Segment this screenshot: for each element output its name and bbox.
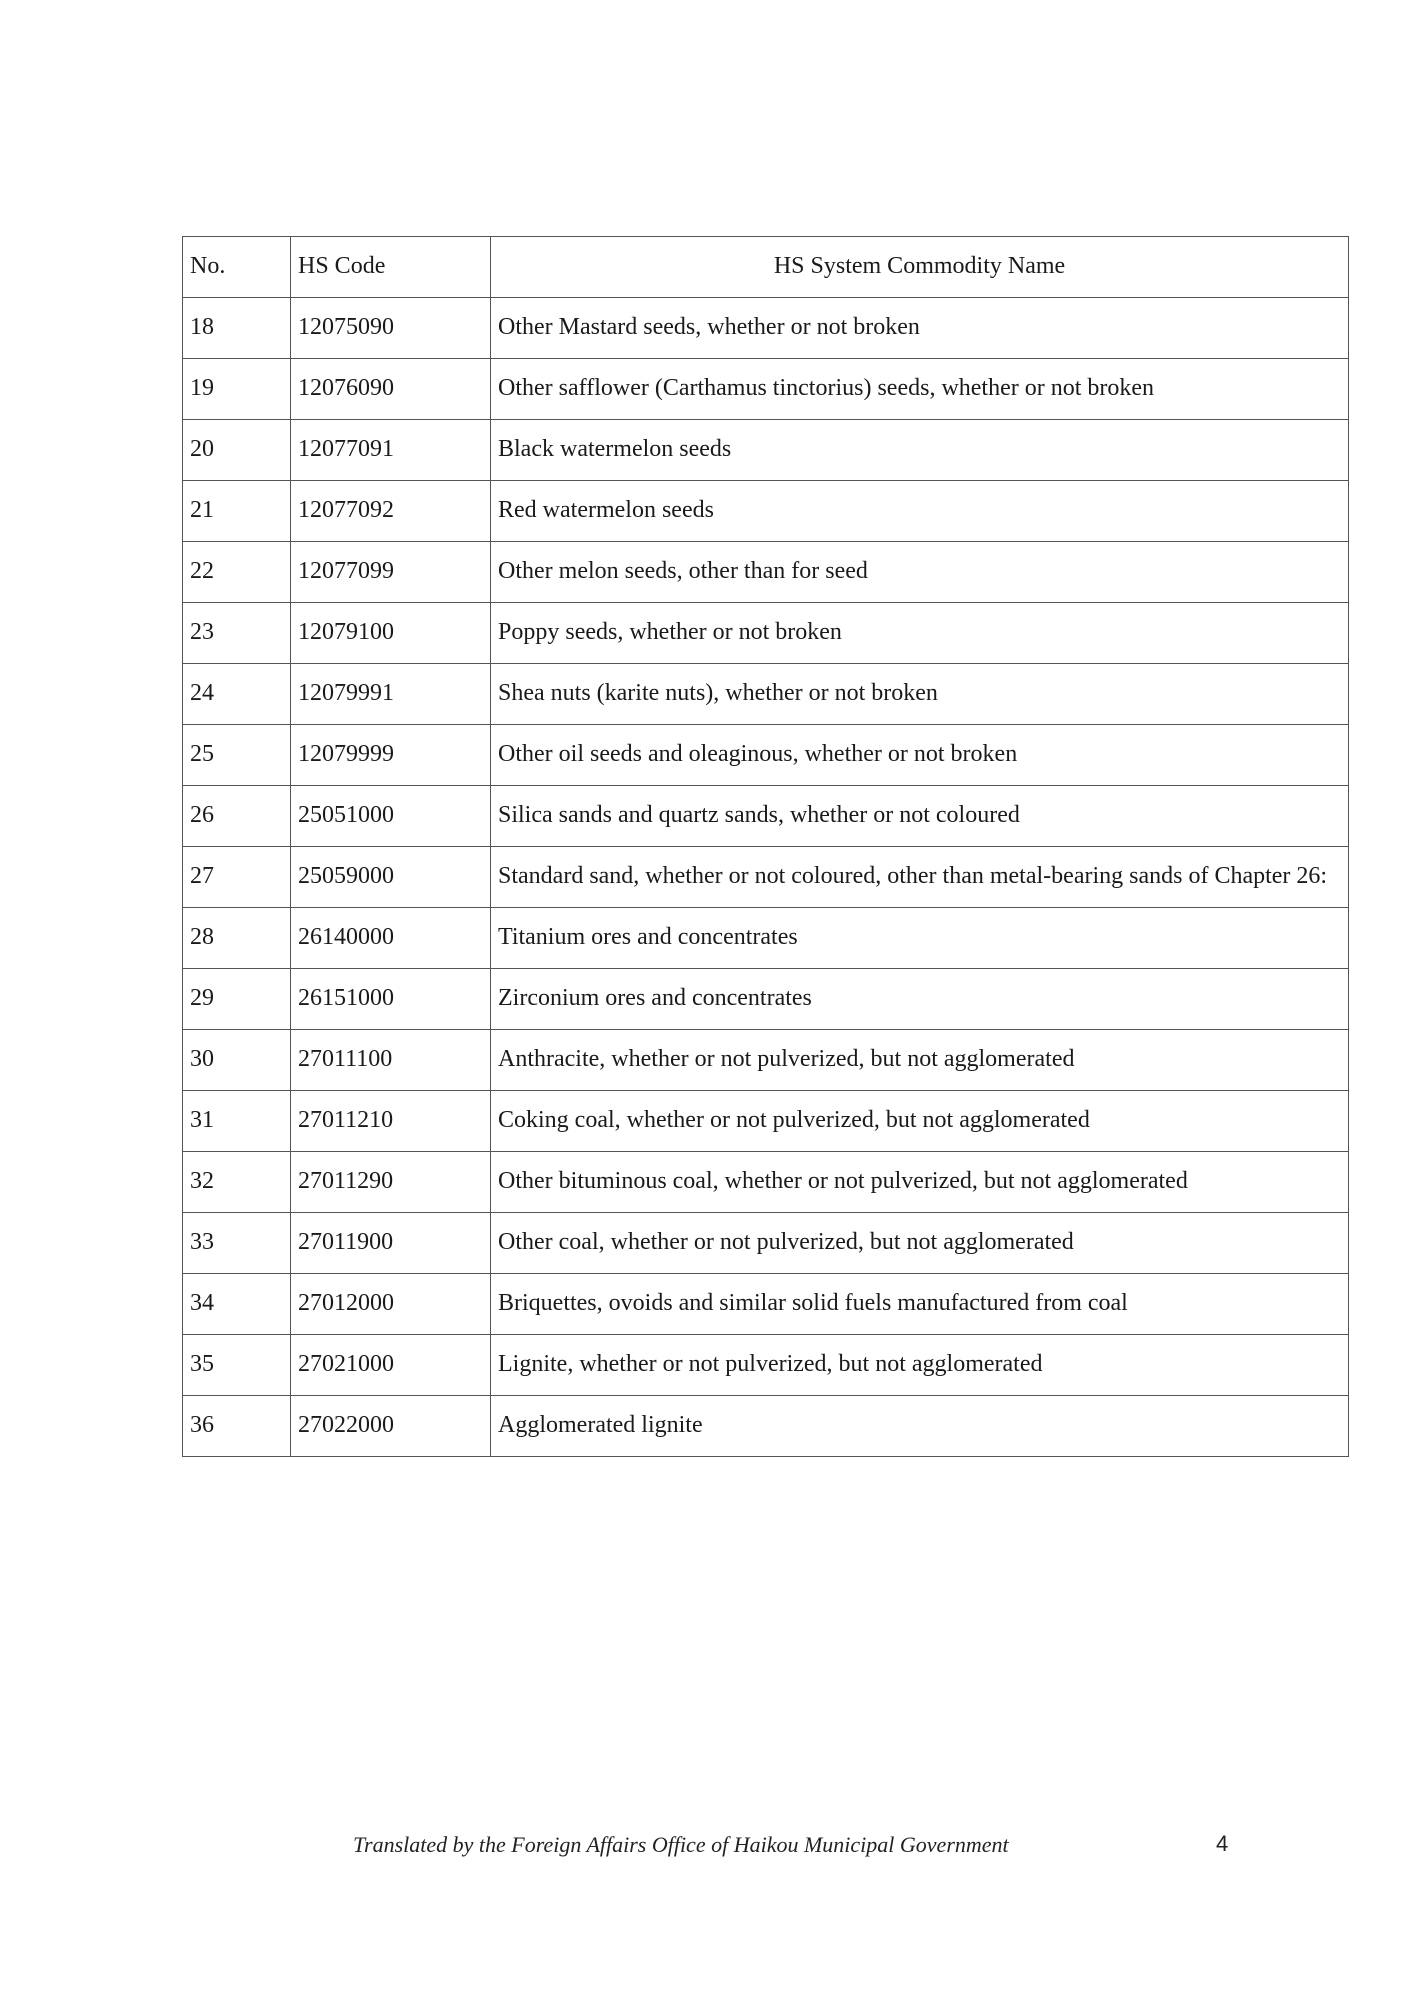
cell-no: 29 — [183, 969, 291, 1030]
table-row — [183, 786, 1349, 847]
cell-hs-code: 27022000 — [291, 1396, 491, 1457]
table-header — [183, 237, 1349, 298]
cell-commodity-name: Anthracite, whether or not pulverized, but not agglomerated — [491, 1030, 1349, 1091]
cell-no: 27 — [183, 847, 291, 908]
cell-hs-code: 27021000 — [291, 1335, 491, 1396]
cell-commodity-name: Lignite, whether or not pulverized, but not agglomerated — [491, 1335, 1349, 1396]
cell-no: 19 — [183, 359, 291, 420]
table-row — [183, 420, 1349, 481]
cell-commodity-name: Zirconium ores and concentrates — [491, 969, 1349, 1030]
cell-hs-code: 12076090 — [291, 359, 491, 420]
cell-commodity-name: Other melon seeds, other than for seed — [491, 542, 1349, 603]
cell-hs-code: 27011100 — [291, 1030, 491, 1091]
hs-commodity-table — [182, 236, 1349, 1457]
cell-hs-code: 25051000 — [291, 786, 491, 847]
cell-no: 35 — [183, 1335, 291, 1396]
cell-no: 20 — [183, 420, 291, 481]
cell-hs-code: 26140000 — [291, 908, 491, 969]
cell-commodity-name: Other Mastard seeds, whether or not broken — [491, 298, 1349, 359]
cell-no: 30 — [183, 1030, 291, 1091]
cell-commodity-name: Other coal, whether or not pulverized, but not agglomerated — [491, 1213, 1349, 1274]
cell-no: 36 — [183, 1396, 291, 1457]
table-row — [183, 664, 1349, 725]
cell-hs-code: 25059000 — [291, 847, 491, 908]
cell-hs-code: 27011210 — [291, 1091, 491, 1152]
cell-no: 34 — [183, 1274, 291, 1335]
cell-hs-code: 12077091 — [291, 420, 491, 481]
cell-commodity-name: Other bituminous coal, whether or not pulverized, but not agglomerated — [491, 1152, 1349, 1213]
table-body — [183, 298, 1349, 1457]
cell-no: 31 — [183, 1091, 291, 1152]
cell-no: 25 — [183, 725, 291, 786]
table-row — [183, 1091, 1349, 1152]
cell-commodity-name: Shea nuts (karite nuts), whether or not broken — [491, 664, 1349, 725]
cell-hs-code: 12075090 — [291, 298, 491, 359]
cell-no: 26 — [183, 786, 291, 847]
cell-commodity-name: Other oil seeds and oleaginous, whether or not broken — [491, 725, 1349, 786]
table-row — [183, 1152, 1349, 1213]
cell-commodity-name: Briquettes, ovoids and similar solid fuels manufactured from coal — [491, 1274, 1349, 1335]
cell-commodity-name: Poppy seeds, whether or not broken — [491, 603, 1349, 664]
cell-commodity-name: Silica sands and quartz sands, whether or not coloured — [491, 786, 1349, 847]
cell-no: 24 — [183, 664, 291, 725]
cell-hs-code: 26151000 — [291, 969, 491, 1030]
cell-hs-code: 27011900 — [291, 1213, 491, 1274]
table-row — [183, 1274, 1349, 1335]
page-number: 4 — [1216, 1831, 1229, 1856]
cell-no: 23 — [183, 603, 291, 664]
cell-commodity-name: Red watermelon seeds — [491, 481, 1349, 542]
table-row — [183, 298, 1349, 359]
cell-no: 33 — [183, 1213, 291, 1274]
table-row — [183, 1213, 1349, 1274]
cell-commodity-name: Black watermelon seeds — [491, 420, 1349, 481]
cell-commodity-name: Coking coal, whether or not pulverized, but not agglomerated — [491, 1091, 1349, 1152]
cell-commodity-name: Agglomerated lignite — [491, 1396, 1349, 1457]
table-row — [183, 969, 1349, 1030]
table-row — [183, 847, 1349, 908]
table-row — [183, 1030, 1349, 1091]
cell-hs-code: 27011290 — [291, 1152, 491, 1213]
table-row — [183, 542, 1349, 603]
cell-no: 32 — [183, 1152, 291, 1213]
cell-commodity-name: Other safflower (Carthamus tinctorius) seeds, whether or not broken — [491, 359, 1349, 420]
cell-hs-code: 27012000 — [291, 1274, 491, 1335]
cell-no: 21 — [183, 481, 291, 542]
table-header-row — [183, 237, 1349, 298]
cell-hs-code: 12079100 — [291, 603, 491, 664]
cell-hs-code: 12077092 — [291, 481, 491, 542]
header-hs-code: HS Code — [291, 237, 491, 298]
table-row — [183, 481, 1349, 542]
cell-no: 18 — [183, 298, 291, 359]
cell-hs-code: 12079991 — [291, 664, 491, 725]
cell-no: 28 — [183, 908, 291, 969]
table-row — [183, 1335, 1349, 1396]
table-row — [183, 1396, 1349, 1457]
table-row — [183, 725, 1349, 786]
header-commodity-name: HS System Commodity Name — [491, 237, 1349, 298]
cell-no: 22 — [183, 542, 291, 603]
cell-commodity-name: Standard sand, whether or not coloured, other than metal-bearing sands of Chapter 26: — [491, 847, 1349, 908]
cell-commodity-name: Titanium ores and concentrates — [491, 908, 1349, 969]
table-row — [183, 359, 1349, 420]
table-row — [183, 908, 1349, 969]
cell-hs-code: 12077099 — [291, 542, 491, 603]
footer-translation-credit: Translated by the Foreign Affairs Office of Haikou Municipal Government — [353, 1832, 1009, 1857]
table-row — [183, 603, 1349, 664]
header-no: No. — [183, 237, 291, 298]
cell-hs-code: 12079999 — [291, 725, 491, 786]
